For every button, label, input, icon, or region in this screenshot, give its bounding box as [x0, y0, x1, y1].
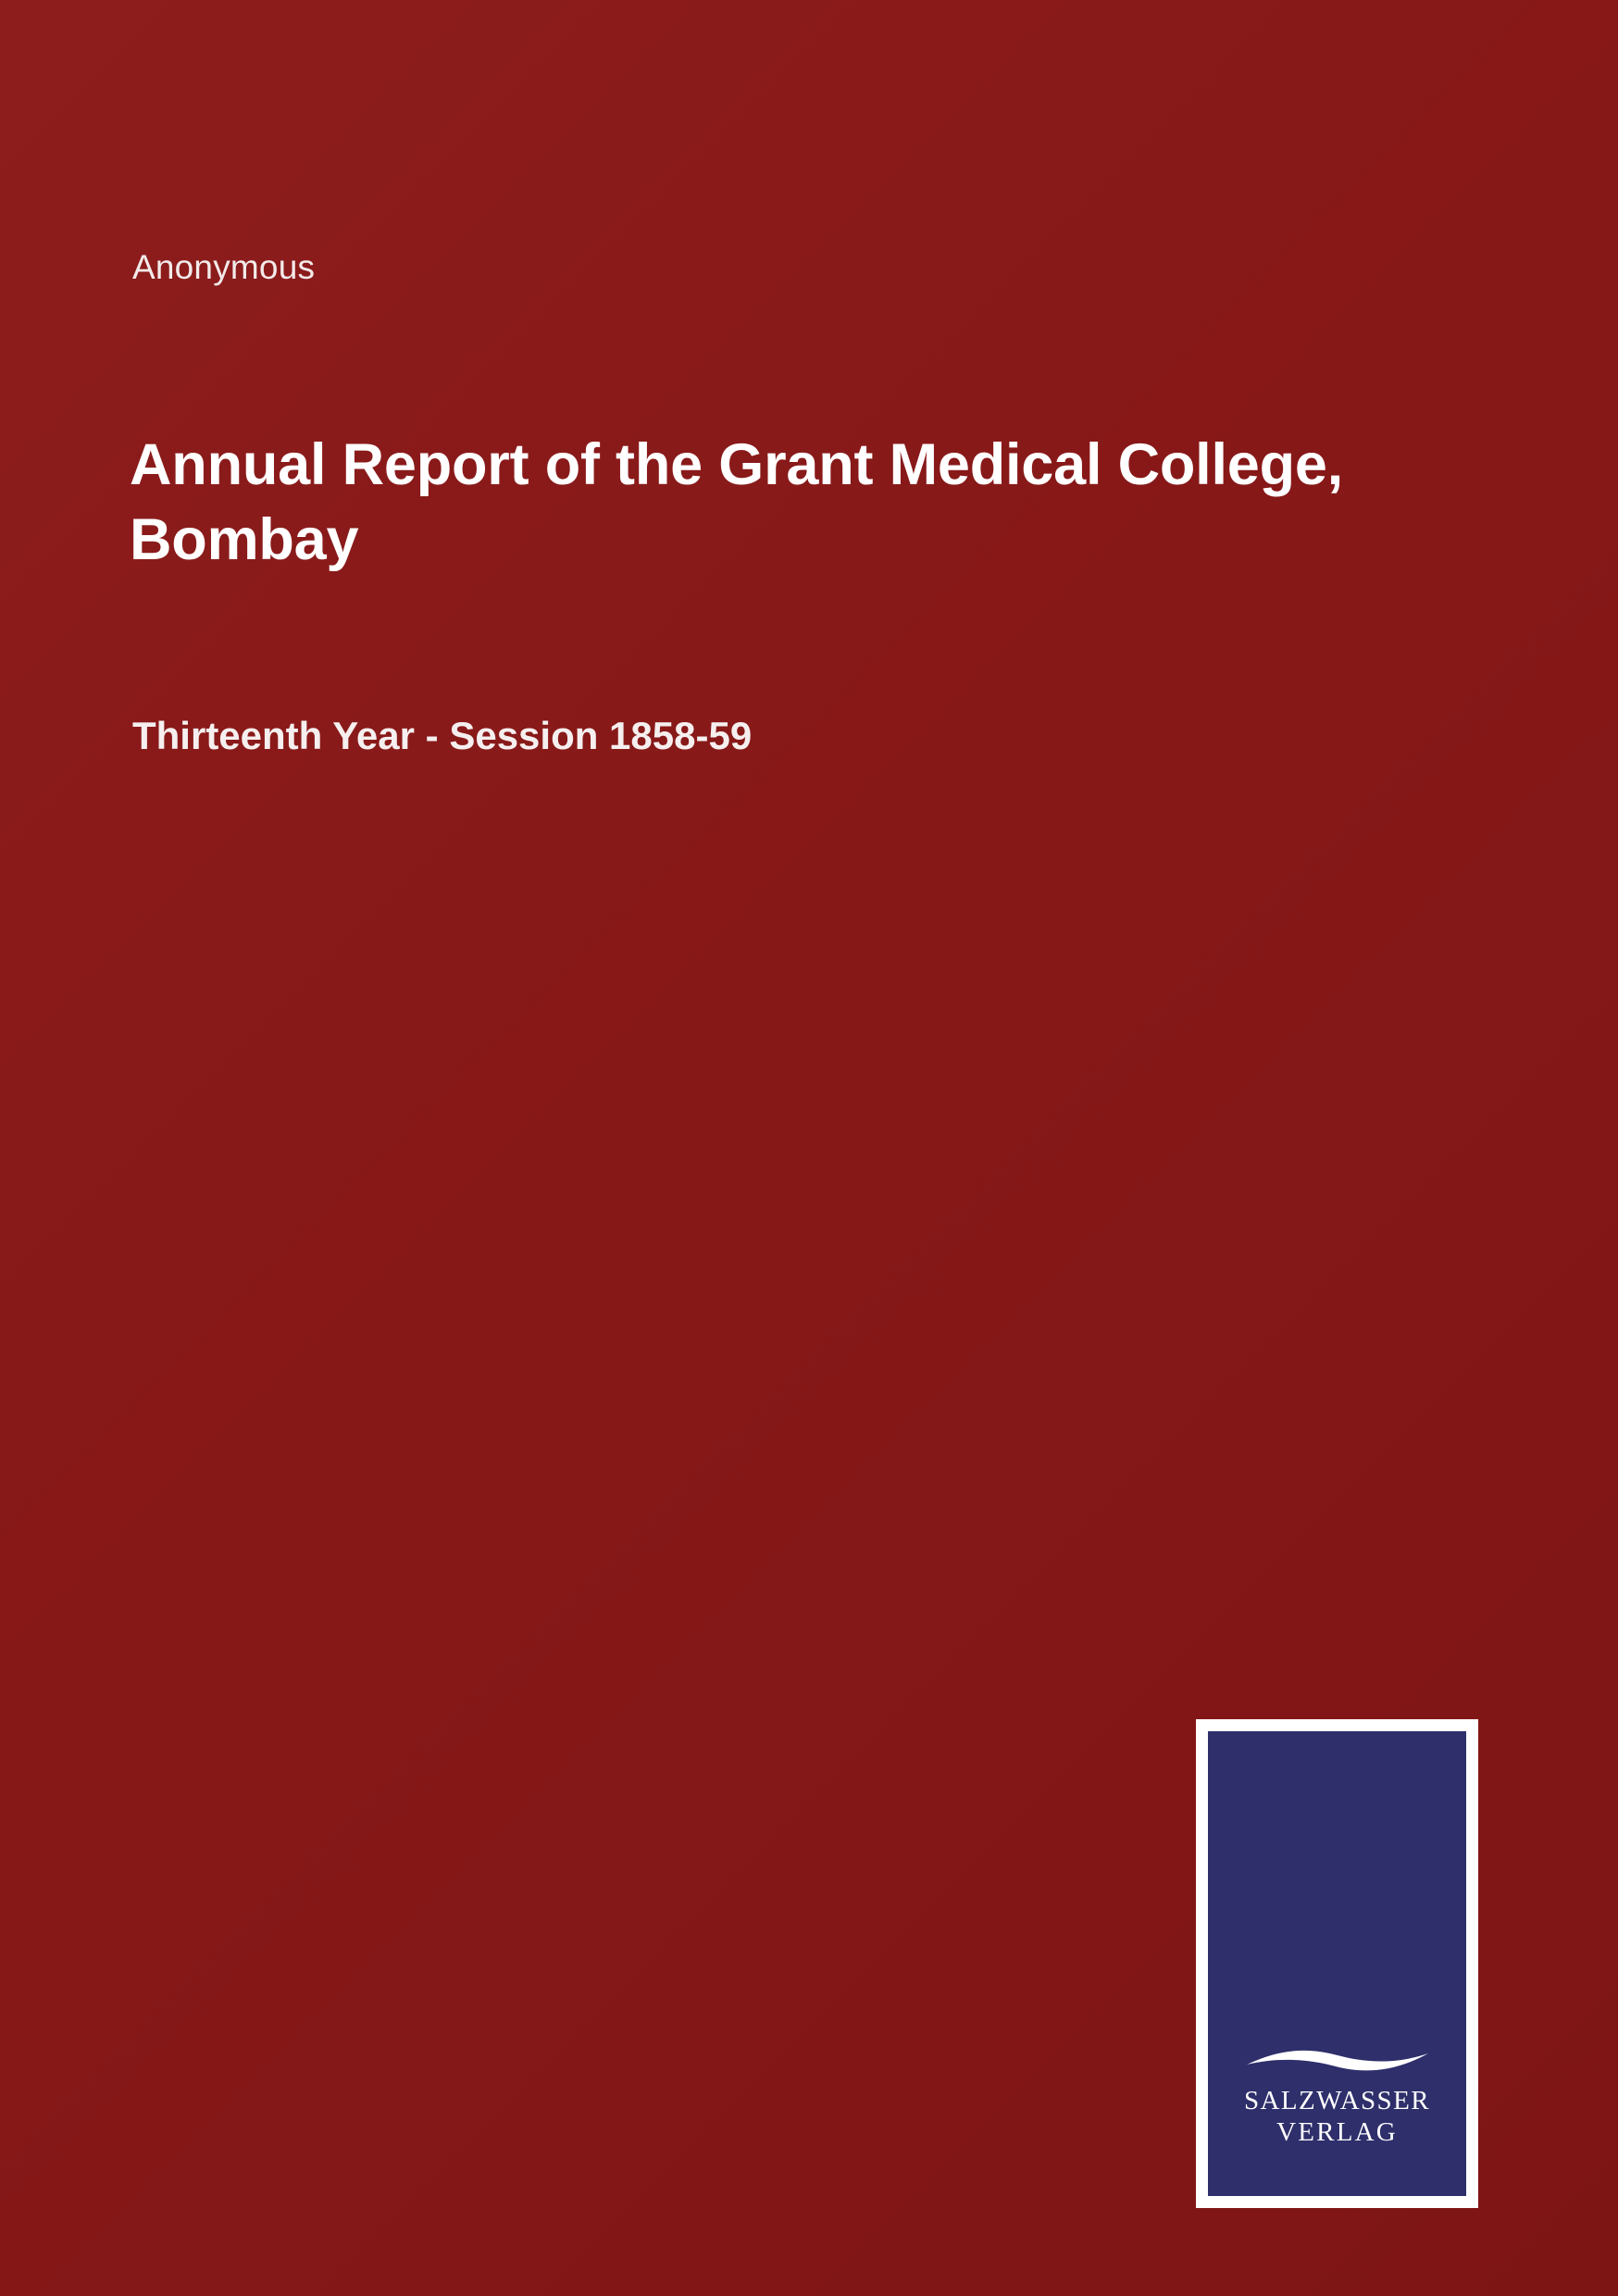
swoosh-icon	[1245, 2044, 1430, 2076]
publisher-logo-panel	[1208, 1731, 1466, 2196]
publisher-logo	[1196, 1719, 1478, 2208]
publisher-imprint: VERLAG	[1276, 2116, 1398, 2147]
publisher-name: SALZWASSER	[1244, 2085, 1430, 2115]
subtitle: Thirteenth Year - Session 1858-59	[132, 714, 753, 757]
author-name: Anonymous	[132, 248, 316, 286]
page-title: Annual Report of the Grant Medical College, Bombay	[130, 432, 1344, 572]
